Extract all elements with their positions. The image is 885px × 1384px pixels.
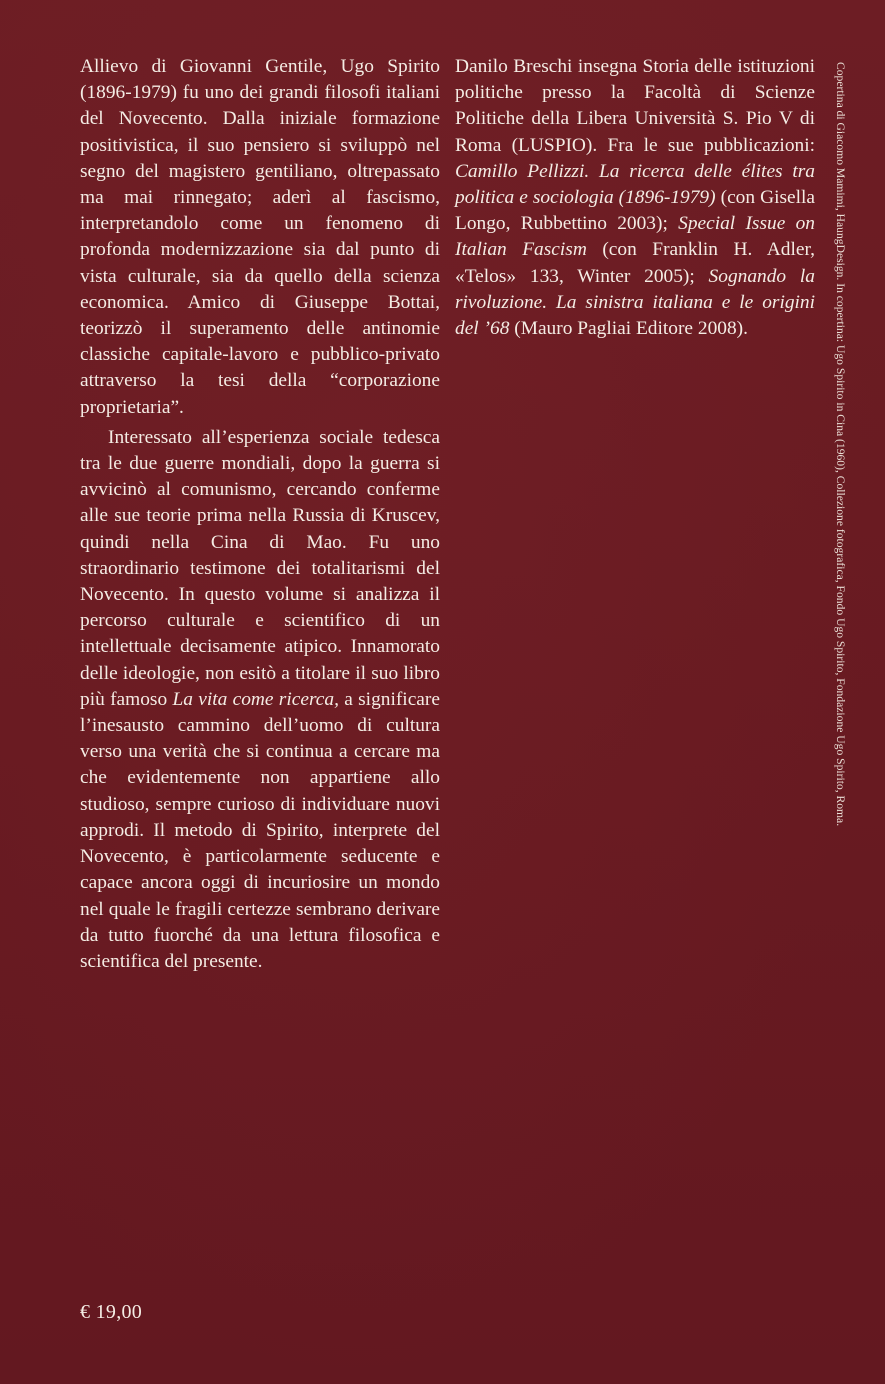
- publication-info: (con Franklin H. Adler, «Telos» 133, Winter 2005);: [455, 239, 815, 287]
- author-bio-column: [455, 54, 815, 342]
- publication-info: (con Gisella Longo, Rubbettino 2003);: [455, 187, 815, 235]
- publication-title: Special Issue on Italian Fascism: [455, 213, 815, 261]
- publication-info: (Mauro Pagliai Editore 2008).: [514, 318, 748, 340]
- synopsis-text: Allievo di Giovanni Gentile, Ugo Spirito (1896-1979) fu uno dei grandi filosofi italiani del Novecento. Dalla iniziale formazione positivistica, il suo pensiero si sviluppò nel segno del magistero gentiliano, oltrepassato ma mai rinnegato; aderì al fascismo, interpretandolo come un fenomeno di profonda modernizzazione sia dal punto di vista culturale, sia da quello della scienza economica. Amico di Giuseppe Bottai, teorizzò il superamento delle antinomie classiche capitale-lavoro e pubblico-privato attraverso la tesi della “corporazione proprietaria”.: [80, 56, 440, 418]
- book-title-italic: La vita come ricerca,: [172, 688, 339, 710]
- synopsis-paragraph-1: [80, 54, 440, 421]
- publication-title: Camillo Pellizzi. La ricerca delle élites tra politica e sociologia (1896-1979): [455, 160, 815, 209]
- price-label: € 19,00: [80, 1301, 143, 1323]
- cover-credit: Copertina di Giacomo Mamimi, HaungDesign. In copertina: Ugo Spirito in Cina (1960), Collezione fotografica, Fondo Ugo Spirito, Fondazione Ugo Spirito, Roma.: [834, 62, 847, 827]
- synopsis-text: a significare l’inesausto cammino dell’uomo di cultura verso una verità che si continua a cercare ma che evidentemente non appartiene allo studioso, sempre curioso di individuare nuovi approdi. Il metodo di Spirito, interprete del Novecento, è particolarmente seducente e capace ancora oggi di incuriosire un mondo nel quale le fragili certezze sembrano derivare da tutto fuorché da una lettura filosofica e scientifica del presente.: [80, 688, 440, 972]
- publication-title: Sognando la rivoluzione. La sinistra italiana e le origini del ’68: [455, 265, 815, 340]
- synopsis-text: Interessato all’esperienza sociale tedesca tra le due guerre mondiali, dopo la guerra si avvicinò al comunismo, cercando conferme alle sue teorie prima nella Russia di Kruscev, quindi nella Cina di Mao. Fu uno straordinario testimone dei totalitarismi del Novecento. In questo volume si analizza il percorso culturale e scientifico di un intellettuale decisamente atipico. Innamorato delle ideologie, non esitò a titolare il suo libro più famoso: [80, 426, 440, 710]
- author-bio-text: Danilo Breschi insegna Storia delle istituzioni politiche presso la Facoltà di Scienze Politiche della Libera Università S. Pio V di Roma (LUSPIO). Fra le sue pubblicazioni:: [455, 56, 815, 156]
- synopsis-paragraph-2: [80, 425, 440, 975]
- author-bio-paragraph: [455, 54, 815, 342]
- synopsis-column: [80, 54, 440, 975]
